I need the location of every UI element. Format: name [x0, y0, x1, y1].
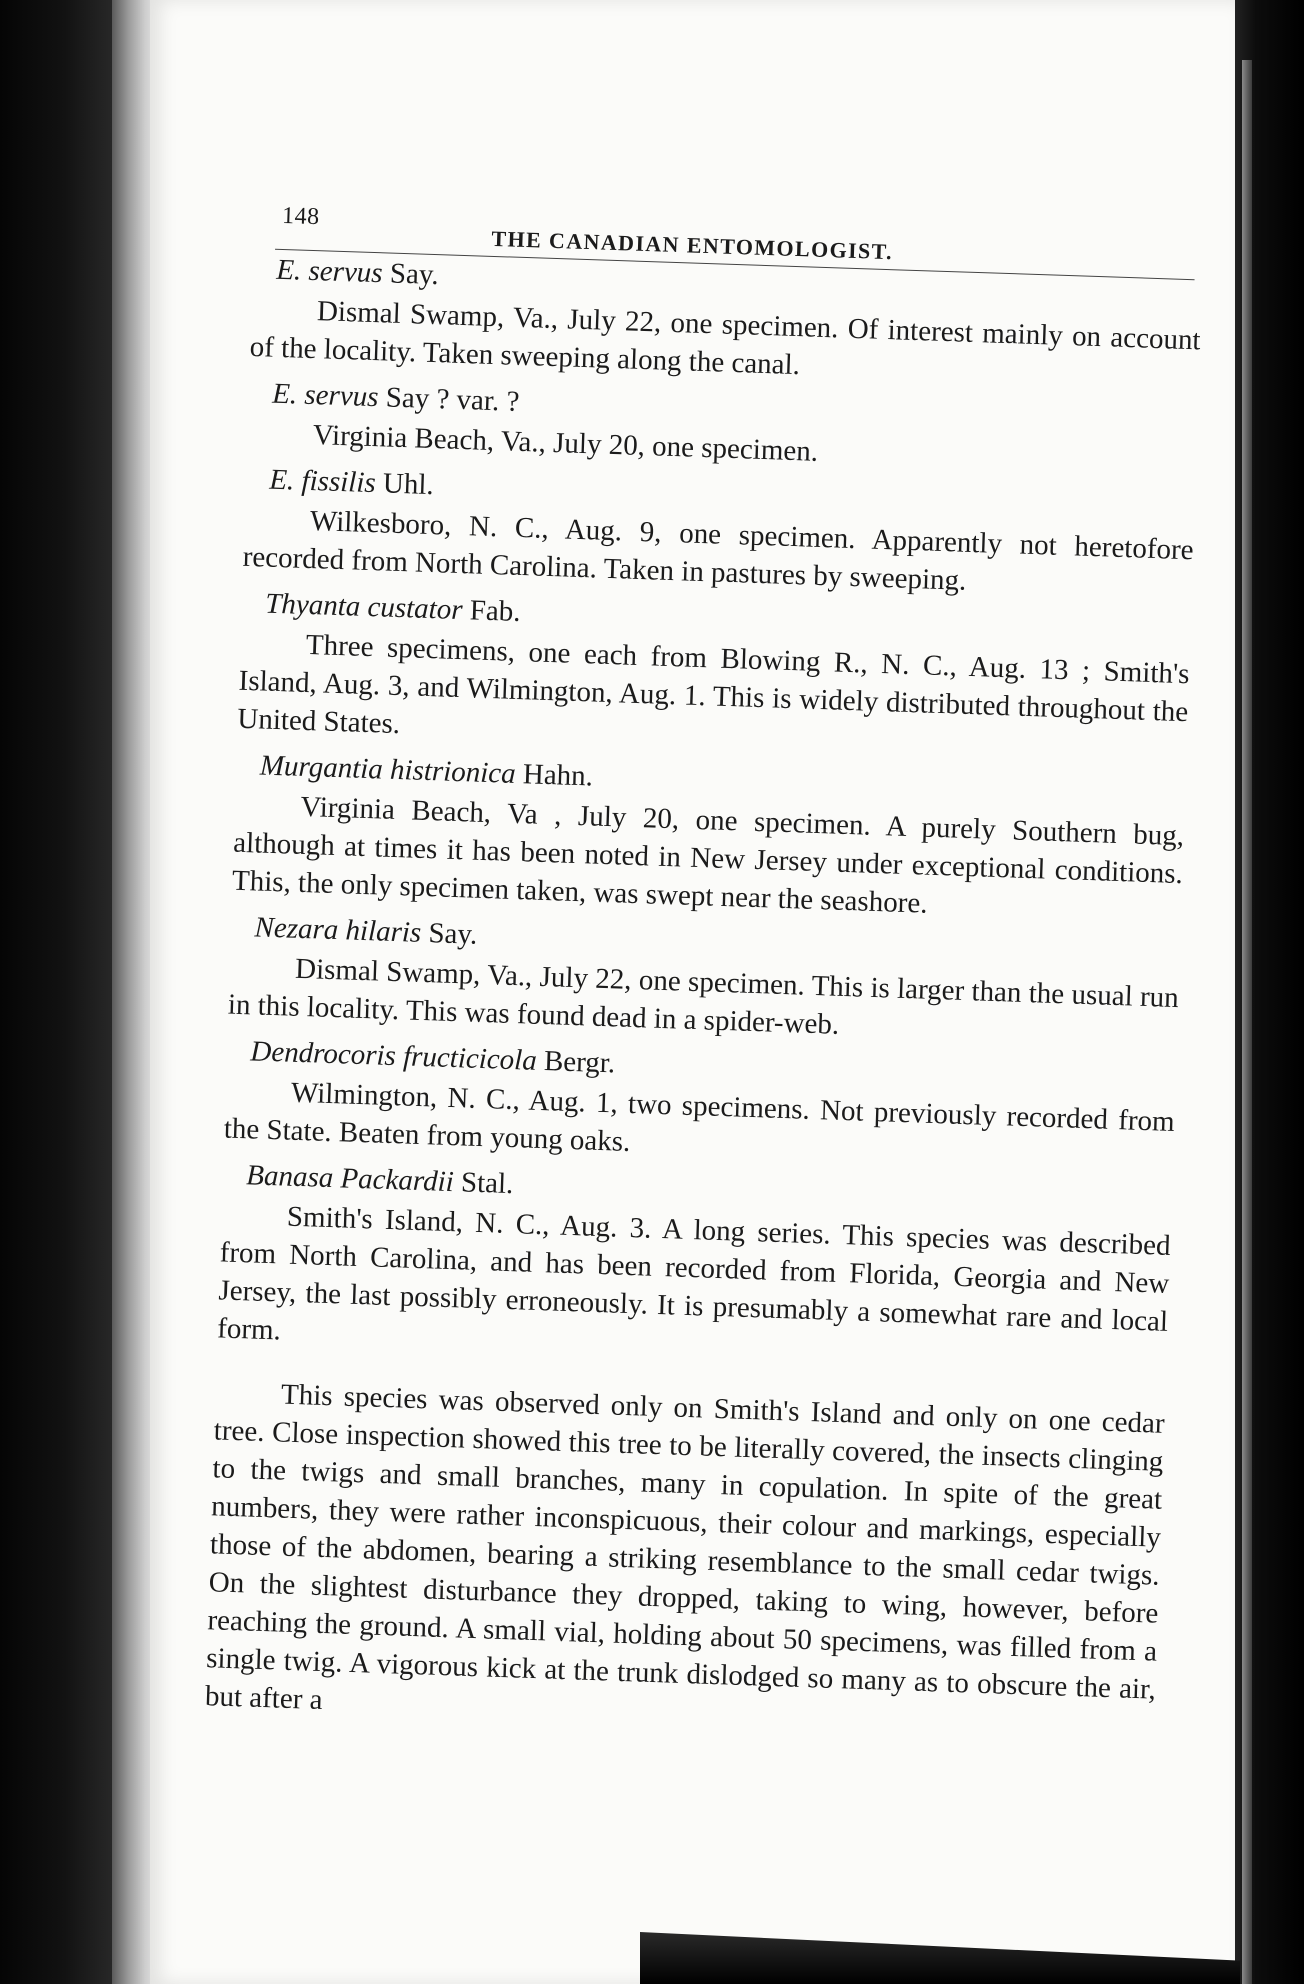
scan-left-border — [0, 0, 118, 1984]
species-authority: Say. — [427, 917, 478, 951]
page-content — [204, 190, 1204, 1747]
species-name: E. fissilis — [268, 463, 377, 500]
species-name: E. servus — [275, 253, 384, 290]
species-authority: Uhl. — [382, 467, 435, 502]
species-name: E. servus — [271, 377, 380, 414]
book-page — [150, 0, 1235, 1984]
species-record: Smith's Island, N. C., Aug. 3. A long series. This species was described from North Carolina, and has been recorded from Florida, Georgia and New Jersey, the last possibly erroneously. It is presumably a somewhat rare and local form. — [216, 1200, 1172, 1347]
page-number: 148 — [281, 202, 321, 231]
scan-right-border — [1224, 0, 1304, 1984]
species-record: Three specimens, one each from Blowing R., N. C., Aug. 13 ; Smith's Island, Aug. 3, and Wilmington, Aug. 1. This is widely distributed throughout the United States. — [236, 628, 1190, 741]
species-authority: Hahn. — [522, 758, 594, 793]
adjacent-page-edge — [1242, 60, 1252, 1984]
species-authority: Bergr. — [543, 1045, 616, 1080]
species-name: Murgantia histrionica — [259, 749, 517, 790]
species-authority: Say ? var. ? — [385, 381, 520, 418]
species-entry — [217, 1155, 1173, 1378]
species-record: Virginia Beach, Va , July 20, one specimen. A purely Southern bug, although at times it has been noted in New Jersey under exceptional conditions. This, the only specimen taken, was swept near the seashore. — [231, 790, 1185, 920]
species-entry — [242, 460, 1195, 607]
species-name: Banasa Packardii — [245, 1159, 455, 1199]
species-entry — [231, 746, 1186, 931]
species-entry — [223, 1032, 1176, 1179]
species-record: Dismal Swamp, Va., July 22, one specimen. This is larger than the usual run in this locality. This was found dead in a spider-web. — [227, 952, 1180, 1041]
species-record: Dismal Swamp, Va., July 22, one specimen. Of interest mainly on account of the locality. Taken sweeping along the canal. — [249, 295, 1202, 382]
species-entry — [237, 584, 1192, 769]
species-authority: Stal. — [460, 1166, 514, 1201]
observation-paragraph: This species was observed only on Smith's Island and only on one cedar tree. Close inspection showed this tree to be literally covered, the insects clinging to the twigs and small branches, many in copulation. In spite of the great numbers, they were rather inconspicuous, their colour and markings, especially those of the abdomen, bearing a striking resemblance to the small cedar twigs. On the slightest disturbance they dropped, taking to wing, however, before reaching the ground. A small vial, holding about 50 specimens, was filled from a single twig. A vigorous kick at the trunk dislodged so many as to obscure the air, but after a — [204, 1378, 1166, 1717]
species-name: Dendrocoris fructicicola — [249, 1035, 538, 1077]
species-name: Nezara hilaris — [254, 911, 422, 949]
species-record: Virginia Beach, Va., July 20, one specimen. — [312, 419, 819, 468]
species-name: Thyanta custator — [264, 587, 464, 627]
species-authority: Fab. — [469, 594, 522, 629]
species-authority: Say. — [389, 257, 440, 292]
species-entry — [227, 908, 1180, 1055]
species-record: Wilmington, N. C., Aug. 1, two specimens. Not previously recorded from the State. Beaten from young oaks. — [223, 1076, 1176, 1158]
running-head: THE CANADIAN ENTOMOLOGIST. — [491, 225, 894, 265]
species-record: Wilkesboro, N. C., Aug. 9, one specimen. Apparently not heretofore recorded from North Carolina. Taken in pastures by sweeping. — [242, 505, 1195, 597]
